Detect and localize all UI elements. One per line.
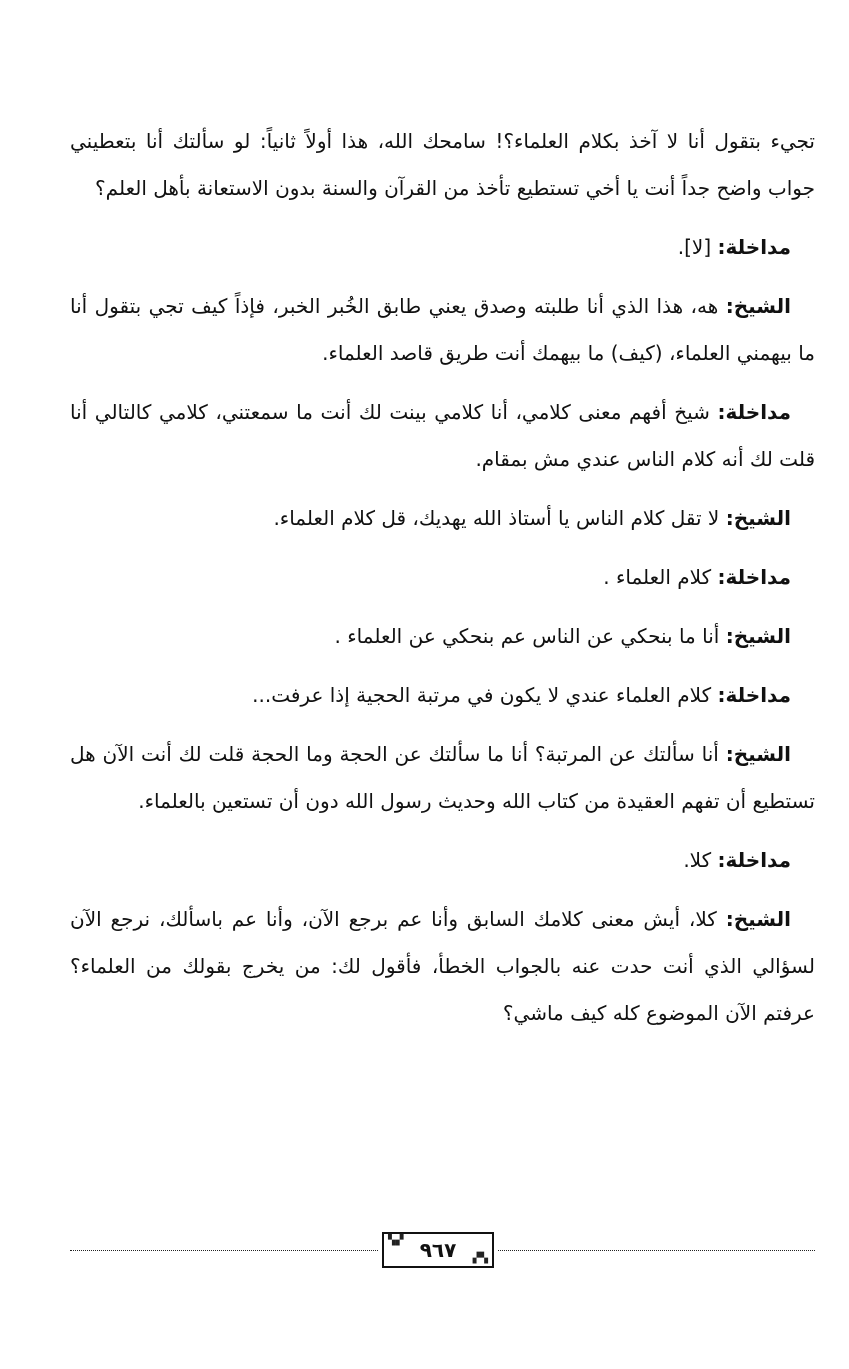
ornament-icon: ▞▚: [472, 1253, 488, 1264]
speaker-label: مداخلة:: [717, 848, 791, 872]
paragraph-6: [70, 554, 815, 601]
paragraph-text: [لا].: [677, 235, 718, 259]
page-footer: [70, 1232, 815, 1272]
paragraph-text: لا تقل كلام الناس يا أستاذ الله يهديك، قل كلام العلماء.: [273, 506, 726, 530]
speaker-label: مداخلة:: [717, 565, 791, 589]
paragraph-5: [70, 495, 815, 542]
paragraph-text: أنا سألتك عن المرتبة؟ أنا ما سألتك عن الحجة وما الحجة قلت لك أنت الآن هل تستطيع أن تفهم العقيدة من كتاب الله وحديث رسول الله دون أن تستعين بالعلماء.: [70, 742, 815, 813]
speaker-label: مداخلة:: [717, 400, 791, 424]
paragraph-text: كلام العلماء عندي لا يكون في مرتبة الحجية إذا عرفت...: [252, 683, 718, 707]
speaker-label: الشيخ:: [725, 506, 791, 530]
paragraph-text: كلا، أيش معنى كلامك السابق وأنا عم برجع الآن، وأنا عم باسألك، نرجع الآن لسؤالي الذي أنت حدت عنه بالجواب الخطأ، فأقول لك: من يخرج بقولك من العلماء؟ عرفتم الآن الموضوع كله كيف ماشي؟: [70, 907, 815, 1025]
paragraph-text: هه، هذا الذي أنا طلبته وصدق يعني طابق الخُبر الخبر، فإذاً كيف تجي بتقول أنا ما بيهمني العلماء، (كيف) ما بيهمك أنت طريق قاصد العلماء.: [70, 294, 815, 365]
paragraph-4: [70, 389, 815, 483]
footer-dotted-rule: [70, 1250, 378, 1251]
speaker-label: مداخلة:: [717, 235, 791, 259]
page-number-box: [382, 1232, 494, 1268]
speaker-label: الشيخ:: [725, 294, 791, 318]
paragraph-text: تجيء بتقول أنا لا آخذ بكلام العلماء؟! سامحك الله، هذا أولاً ثانياً: لو سألتك أنا بتعطيني جواب واضح جداً أنت يا أخي تستطيع تأخذ من القرآن والسنة بدون الاستعانة بأهل العلم؟: [70, 129, 815, 200]
footer-dotted-rule: [498, 1250, 815, 1251]
paragraph-9: [70, 731, 815, 825]
paragraph-2: [70, 224, 815, 271]
page-number: ٩٦٧: [419, 1238, 457, 1262]
speaker-label: مداخلة:: [717, 683, 791, 707]
paragraph-text: أنا ما بنحكي عن الناس عم بنحكي عن العلماء .: [334, 624, 726, 648]
speaker-label: الشيخ:: [725, 907, 791, 931]
paragraph-7: [70, 613, 815, 660]
paragraph-text: كلام العلماء .: [603, 565, 718, 589]
paragraph-10: [70, 837, 815, 884]
paragraph-text: شيخ أفهم معنى كلامي، أنا كلامي بينت لك أنت ما سمعتني، كلامي كالتالي أنا قلت لك أنه كلام الناس عندي مش بمقام.: [70, 400, 815, 471]
paragraph-11: [70, 896, 815, 1037]
speaker-label: الشيخ:: [725, 742, 791, 766]
ornament-icon: ▚▞: [388, 1235, 404, 1246]
paragraph-text: كلا.: [683, 848, 718, 872]
paragraph-3: [70, 283, 815, 377]
paragraph-1: [70, 118, 815, 212]
page-body: [70, 118, 815, 1049]
paragraph-8: [70, 672, 815, 719]
speaker-label: الشيخ:: [725, 624, 791, 648]
